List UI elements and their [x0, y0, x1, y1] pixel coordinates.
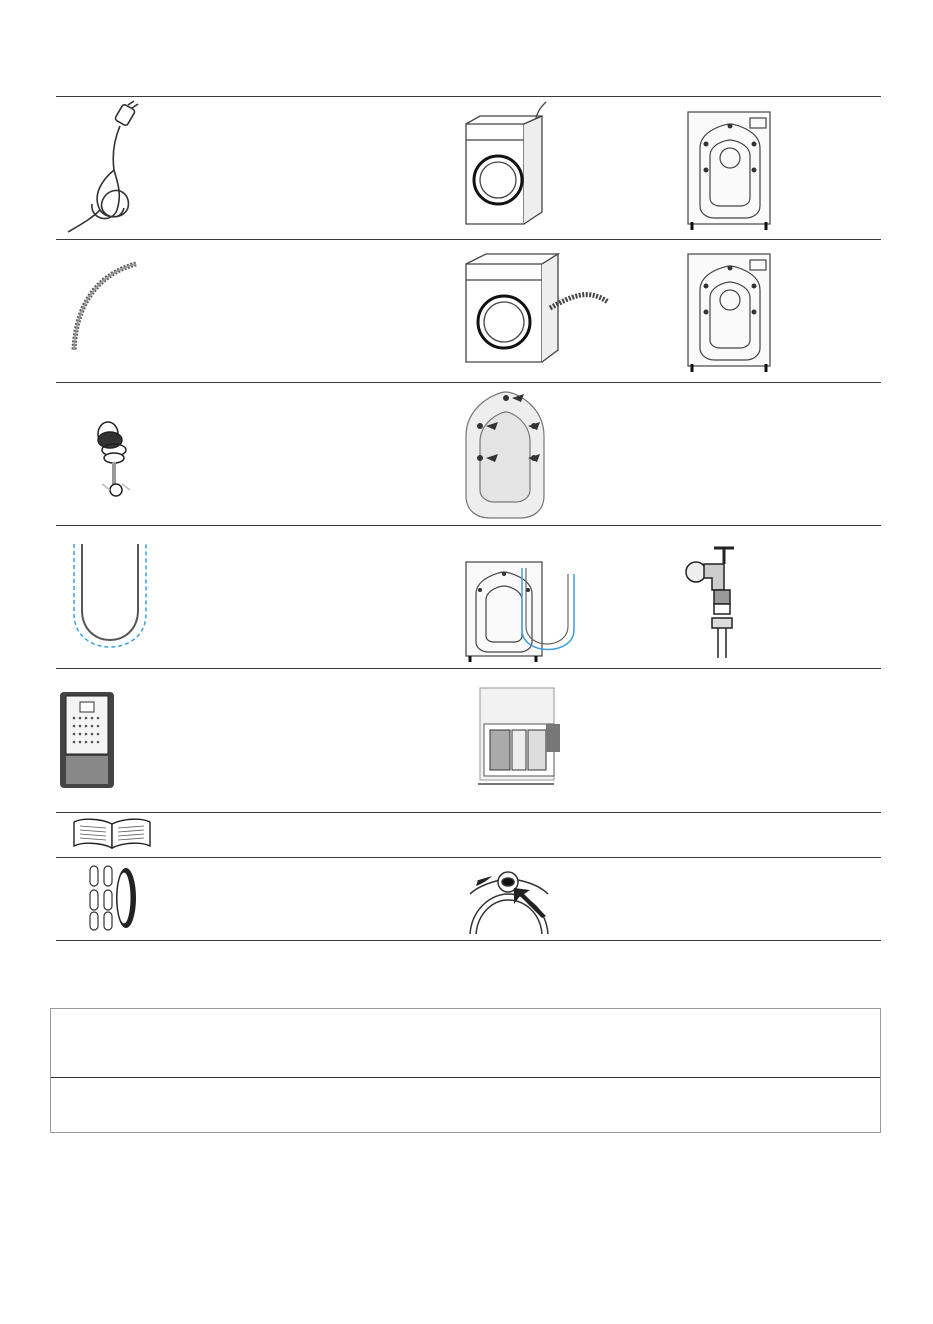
hole-caps-icon — [84, 862, 140, 934]
washer-side-hose-icon — [462, 246, 612, 372]
table-rule — [56, 668, 881, 669]
detergent-cartridge-icon — [58, 690, 116, 790]
drain-hose-icon — [64, 258, 144, 358]
table-rule — [56, 525, 881, 526]
detergent-drawer-icon — [476, 684, 562, 792]
table-rule — [56, 940, 881, 941]
washer-back-panel-icon — [686, 110, 774, 232]
water-tap-connection-icon — [684, 534, 744, 660]
back-panel-bolt-locations-icon — [460, 386, 550, 522]
inlet-hoses-icon — [60, 540, 150, 658]
user-manual-icon — [70, 816, 154, 852]
washer-back-hoses-icon — [464, 560, 584, 664]
note-divider — [51, 1077, 880, 1078]
note-box — [50, 1008, 881, 1133]
washer-side-cord-icon — [462, 100, 552, 232]
door-cap-insert-icon — [468, 864, 550, 936]
table-rule — [56, 239, 881, 240]
washer-back-panel-icon — [686, 252, 774, 374]
table-rule — [56, 382, 881, 383]
transit-bolt-icon — [92, 414, 138, 502]
table-rule — [56, 96, 881, 97]
power-cord-icon — [62, 100, 142, 235]
table-rule — [56, 812, 881, 813]
table-rule — [56, 857, 881, 858]
